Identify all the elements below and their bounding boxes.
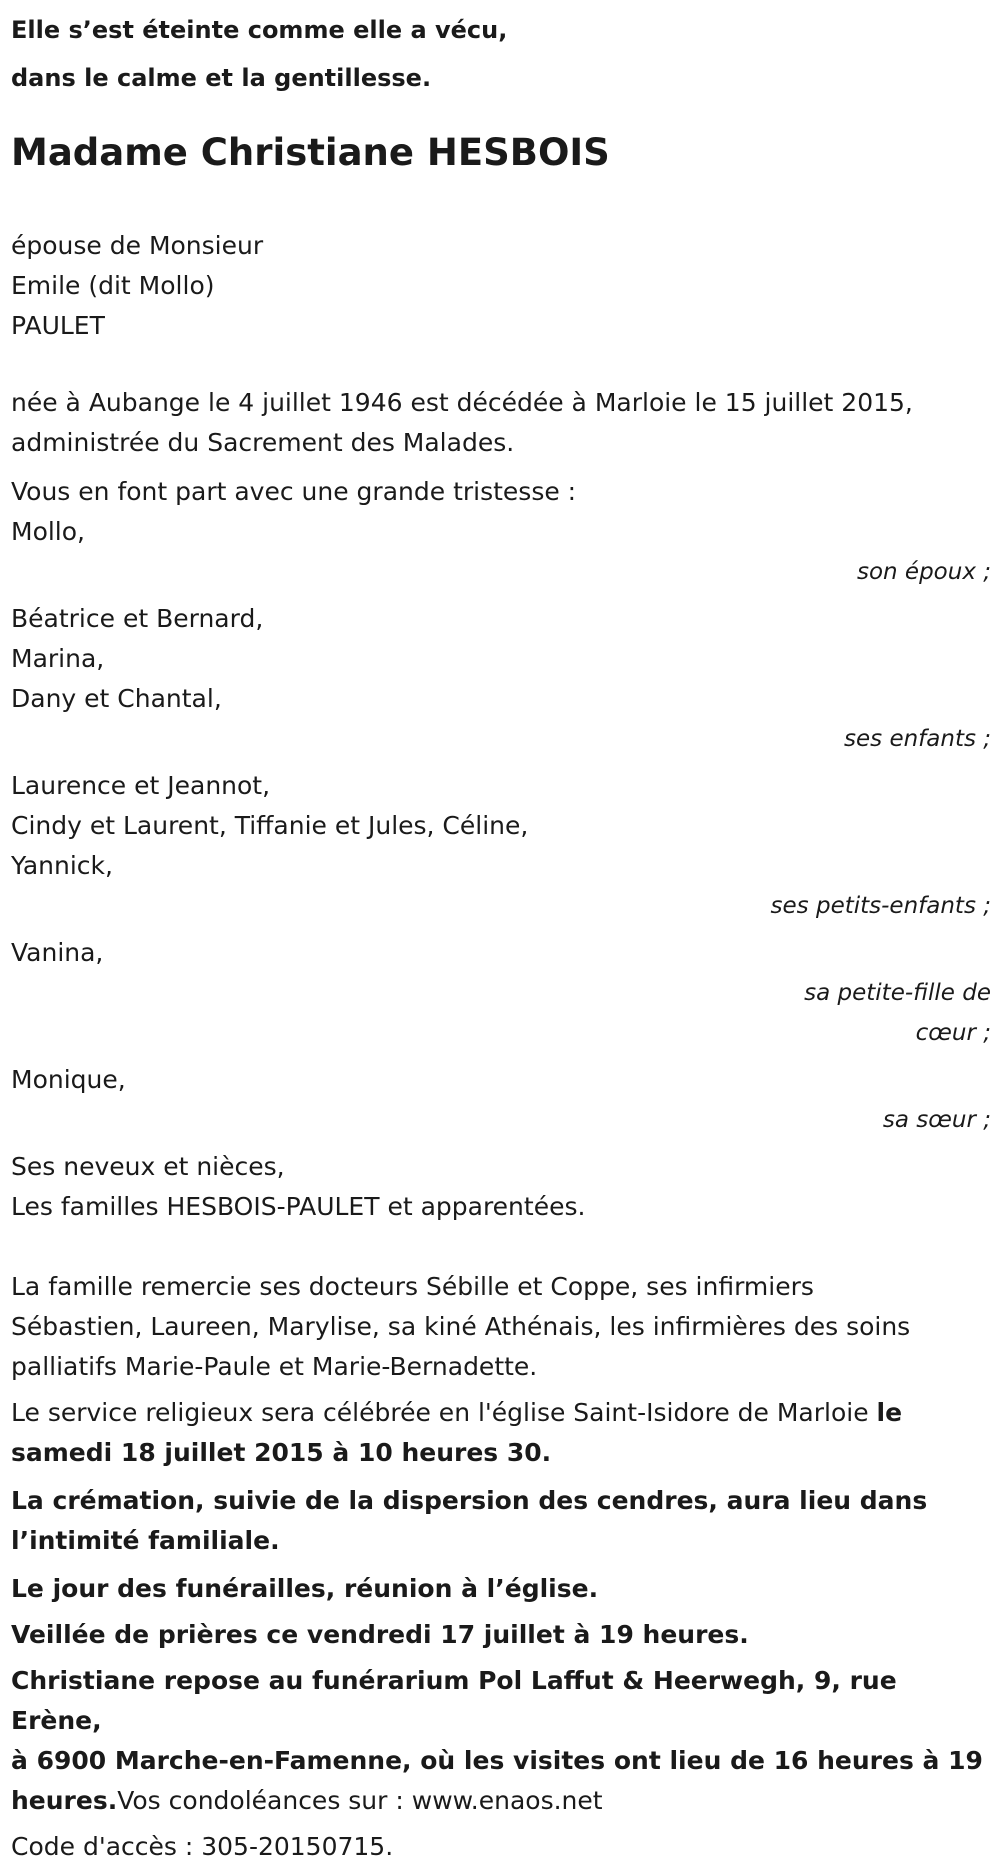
announcement-line: Vous en font part avec une grande tristesse : — [11, 477, 577, 506]
cremation-line: l’intimité familiale. — [11, 1526, 280, 1555]
relatives-line: Ses neveux et nièces, — [11, 1152, 285, 1181]
spouse-line: PAULET — [11, 311, 105, 340]
group-names — [11, 766, 991, 886]
condolences-text: Vos condoléances sur : www.enaos.net — [117, 1786, 603, 1815]
birth-death-info — [11, 383, 991, 463]
group-names — [11, 599, 991, 719]
family-member: Vanina, — [11, 938, 104, 967]
cremation-line: La crémation, suivie de la dispersion des cendres, aura lieu dans — [11, 1486, 928, 1515]
group-role — [11, 886, 991, 926]
thanks-line: palliatifs Marie-Paule et Marie-Bernadette. — [11, 1352, 538, 1381]
cremation-info — [11, 1481, 991, 1561]
family-member: Marina, — [11, 644, 105, 673]
access-code: Code d'accès : 305-20150715. — [11, 1832, 394, 1861]
family-member: Cindy et Laurent, Tiffanie et Jules, Céline, — [11, 811, 529, 840]
group-names — [11, 512, 991, 552]
spouse-line: épouse de Monsieur — [11, 231, 264, 260]
thanks-block — [11, 1267, 991, 1387]
group-role — [11, 1100, 991, 1140]
spouse-line: Emile (dit Mollo) — [11, 271, 215, 300]
role-text: sa petite-fille de — [804, 980, 991, 1006]
service-text: Le service religieux sera célébrée en l'église Saint-Isidore de Marloie — [11, 1398, 877, 1427]
family-group — [11, 599, 991, 759]
family-group — [11, 933, 991, 1053]
birth-line: administrée du Sacrement des Malades. — [11, 428, 515, 457]
service-date: samedi 18 juillet 2015 à 10 heures 30. — [11, 1438, 552, 1467]
group-role — [11, 719, 991, 759]
family-member: Laurence et Jeannot, — [11, 771, 271, 800]
obituary-document — [11, 0, 991, 1867]
reunion-info: Le jour des funérailles, réunion à l’église. — [11, 1574, 599, 1603]
group-role — [11, 973, 991, 1053]
group-names — [11, 1060, 991, 1100]
role-text: ses petits-enfants ; — [770, 893, 991, 919]
role-text: cœur ; — [915, 1020, 991, 1046]
funerarium-line — [11, 1781, 991, 1821]
family-member: Béatrice et Bernard, — [11, 604, 264, 633]
spouse-block — [11, 226, 991, 346]
role-text: sa sœur ; — [882, 1107, 991, 1133]
thanks-line: Sébastien, Laureen, Marylise, sa kiné Athénais, les infirmières des soins — [11, 1312, 911, 1341]
birth-line: née à Aubange le 4 juillet 1946 est décédée à Marloie le 15 juillet 2015, — [11, 388, 913, 417]
funerarium-line: Christiane repose au funérarium Pol Laffut & Heerwegh, 9, rue Erène, — [11, 1666, 897, 1735]
family-group — [11, 512, 991, 592]
family-member: Dany et Chantal, — [11, 684, 222, 713]
family-group — [11, 766, 991, 926]
intro-quote — [11, 6, 991, 102]
thanks-line: La famille remercie ses docteurs Sébille et Coppe, ses infirmiers — [11, 1272, 814, 1301]
family-member: Mollo, — [11, 517, 85, 546]
family-member: Monique, — [11, 1065, 126, 1094]
deceased-name: Madame Christiane HESBOIS — [11, 131, 610, 174]
group-role — [11, 552, 991, 592]
role-text: ses enfants ; — [844, 726, 991, 752]
family-group — [11, 1060, 991, 1140]
intro-line: dans le calme et la gentillesse. — [11, 64, 432, 92]
family-member: Yannick, — [11, 851, 113, 880]
relatives-line: Les familles HESBOIS-PAULET et apparentées. — [11, 1192, 586, 1221]
intro-line: Elle s’est éteinte comme elle a vécu, — [11, 16, 508, 44]
vigil-info: Veillée de prières ce vendredi 17 juillet à 19 heures. — [11, 1620, 749, 1649]
funerarium-line: à 6900 Marche-en-Famenne, où les visites ont lieu de 16 heures à 19 — [11, 1746, 983, 1775]
relatives-block — [11, 1147, 991, 1227]
visit-hours-end: heures. — [11, 1786, 118, 1815]
role-text: son époux ; — [856, 559, 991, 585]
service-date-start: le — [876, 1398, 903, 1427]
service-info — [11, 1393, 991, 1473]
group-names — [11, 933, 991, 973]
funerarium-info — [11, 1661, 991, 1821]
